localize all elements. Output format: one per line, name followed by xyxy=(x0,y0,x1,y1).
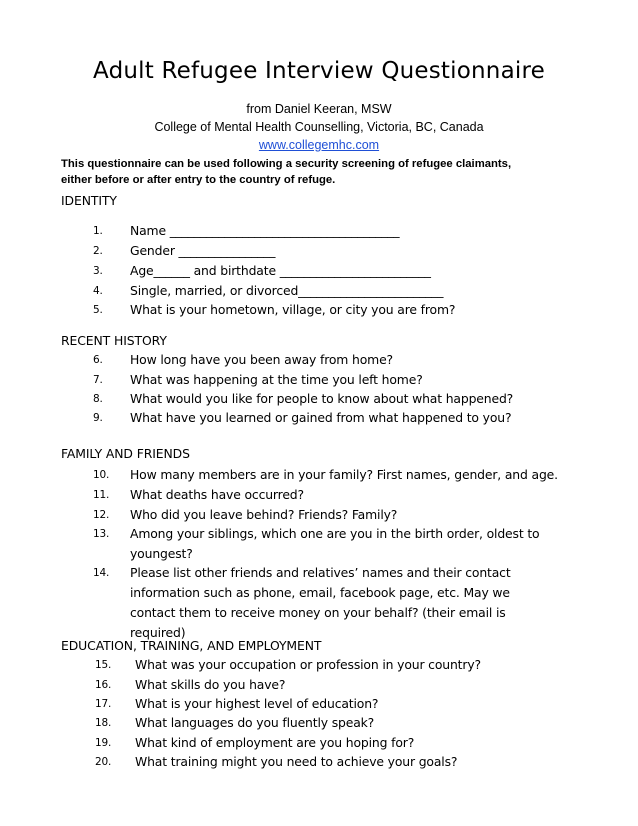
question-number: 15. xyxy=(95,659,112,671)
question-text: Single, married, or divorced________________________ xyxy=(130,283,444,298)
document-title: Adult Refugee Interview Questionnaire xyxy=(93,58,545,84)
question-text: Please list other friends and relatives’ names and their contact information such as phone, email, facebook page, etc. May we contact them to receive money on your behalf? (their email is required) xyxy=(130,565,511,640)
question-number: 17. xyxy=(95,698,112,710)
question-number: 7. xyxy=(93,374,103,386)
question-number: 4. xyxy=(93,285,103,297)
question-number: 10. xyxy=(93,469,110,481)
question-text: What have you learned or gained from what happened to you? xyxy=(130,410,512,425)
question-number: 1. xyxy=(93,225,103,237)
question-text: How many members are in your family? First names, gender, and age. xyxy=(130,467,558,482)
question-number: 6. xyxy=(93,354,103,366)
section-heading-identity: IDENTITY xyxy=(61,193,117,208)
question-text: Among your siblings, which one are you in the birth order, oldest to youngest? xyxy=(130,526,540,561)
question-text: What training might you need to achieve your goals? xyxy=(135,754,458,769)
question-number: 19. xyxy=(95,737,112,749)
institution-line: College of Mental Health Counselling, Victoria, BC, Canada xyxy=(154,120,484,134)
website-line xyxy=(0,137,638,153)
question-number: 18. xyxy=(95,717,112,729)
question-number: 12. xyxy=(93,509,110,521)
question-text: Age______ and birthdate _________________________ xyxy=(130,263,431,278)
question-number: 2. xyxy=(93,245,103,257)
question-number: 16. xyxy=(95,679,112,691)
section-heading-family-and-friends: FAMILY AND FRIENDS xyxy=(61,446,190,461)
question-number: 14. xyxy=(93,567,110,579)
question-text: What skills do you have? xyxy=(135,677,286,692)
question-text: What was happening at the time you left home? xyxy=(130,372,423,387)
question-text: Name ______________________________________ xyxy=(130,223,400,238)
question-text: Who did you leave behind? Friends? Family? xyxy=(130,507,398,522)
question-text: What is your highest level of education? xyxy=(135,696,379,711)
question-number: 5. xyxy=(93,304,103,316)
intro-paragraph xyxy=(61,156,581,188)
author-line: from Daniel Keeran, MSW xyxy=(246,102,392,116)
question-number: 9. xyxy=(93,412,103,424)
section-heading-recent-history: RECENT HISTORY xyxy=(61,333,167,348)
question-number: 20. xyxy=(95,756,112,768)
question-number: 8. xyxy=(93,393,103,405)
question-text: What is your hometown, village, or city you are from? xyxy=(130,302,456,317)
intro-line-1: This questionnaire can be used following a security screening of refugee claimants, xyxy=(61,158,512,170)
question-text: What would you like for people to know about what happened? xyxy=(130,391,514,406)
question-text: What was your occupation or profession in your country? xyxy=(135,657,481,672)
question-number: 3. xyxy=(93,265,103,277)
question-text: What deaths have occurred? xyxy=(130,487,304,502)
question-text: What languages do you fluently speak? xyxy=(135,715,375,730)
question-number: 13. xyxy=(93,528,110,540)
question-text: Gender ________________ xyxy=(130,243,276,258)
question-text: How long have you been away from home? xyxy=(130,352,393,367)
website-link[interactable]: www.collegemhc.com xyxy=(258,138,380,152)
intro-line-2: either before or after entry to the country of refuge. xyxy=(61,174,336,186)
question-number: 11. xyxy=(93,489,110,501)
question-text: What kind of employment are you hoping for? xyxy=(135,735,415,750)
section-heading-education-training-employment: EDUCATION, TRAINING, AND EMPLOYMENT xyxy=(61,638,322,653)
